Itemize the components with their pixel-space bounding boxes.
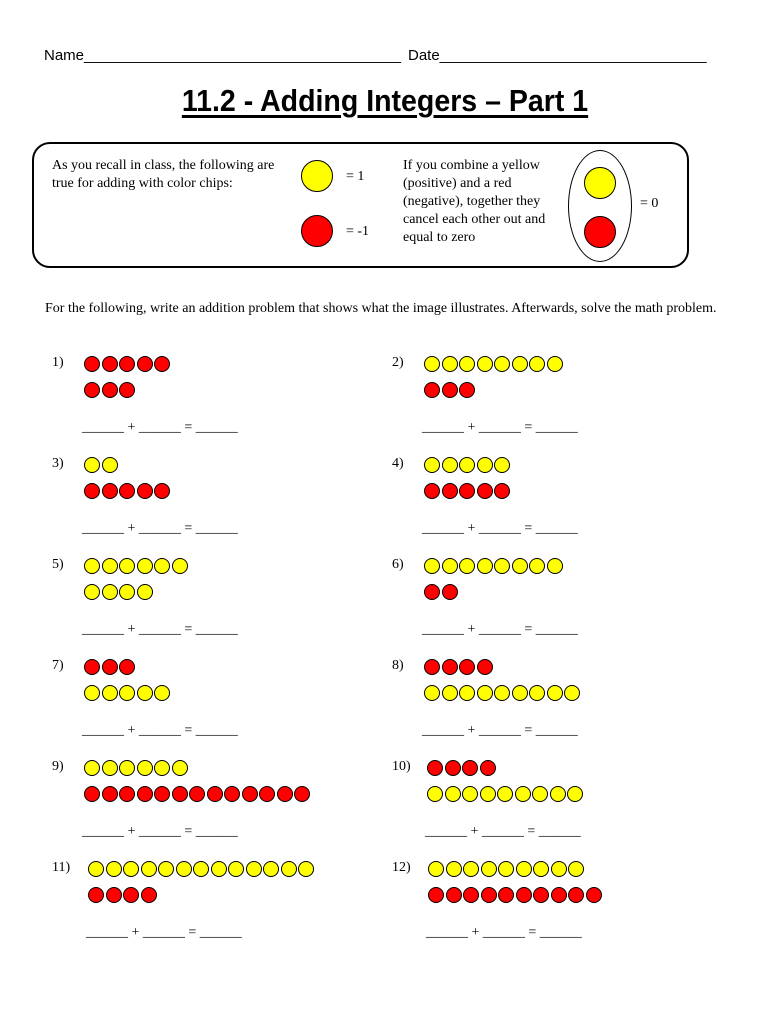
yellow-chip-icon [494, 356, 510, 372]
yellow-chip-icon [228, 861, 244, 877]
red-chip-icon [428, 887, 444, 903]
yellow-chip-icon [102, 685, 118, 701]
red-chip-icon [189, 786, 205, 802]
yellow-chip-icon [154, 558, 170, 574]
yellow-chip-icon [529, 685, 545, 701]
red-chip-icon [481, 887, 497, 903]
chip-row-2 [424, 483, 512, 499]
answer-blanks[interactable]: ______ + ______ = ______ [82, 723, 238, 738]
yellow-chip-icon [459, 558, 475, 574]
yellow-chip-icon [547, 356, 563, 372]
chip-row-2 [84, 483, 172, 499]
red-chip-icon [242, 786, 258, 802]
red-chip-icon [119, 659, 135, 675]
yellow-chip-icon [424, 685, 440, 701]
yellow-chip-icon [84, 584, 100, 600]
red-chip-icon [84, 786, 100, 802]
chip-row-2 [428, 887, 603, 903]
yellow-chip-icon [158, 861, 174, 877]
yellow-chip-icon [477, 457, 493, 473]
yellow-chip-icon [533, 861, 549, 877]
yellow-chip-icon [512, 356, 528, 372]
yellow-chip-icon [123, 861, 139, 877]
red-chip-icon [533, 887, 549, 903]
chip-row-1 [424, 457, 512, 473]
answer-blanks[interactable]: ______ + ______ = ______ [422, 420, 578, 435]
red-chip-icon [551, 887, 567, 903]
yellow-chip-icon [480, 786, 496, 802]
yellow-value-label: = 1 [346, 169, 365, 184]
yellow-chip-icon [494, 457, 510, 473]
chip-row-2 [84, 584, 154, 600]
yellow-chip-icon [481, 861, 497, 877]
chip-row-1 [84, 356, 172, 372]
red-value-label: = -1 [346, 224, 370, 239]
zero-value-label: = 0 [640, 196, 659, 211]
red-chip-icon [259, 786, 275, 802]
yellow-chip-icon [102, 558, 118, 574]
yellow-chip-icon [176, 861, 192, 877]
yellow-chip-icon [263, 861, 279, 877]
problem-number: 1) [52, 355, 64, 370]
red-chip-icon [119, 483, 135, 499]
red-chip-icon [494, 483, 510, 499]
yellow-chip-icon [137, 558, 153, 574]
red-chip-icon [477, 659, 493, 675]
chip-row-1 [84, 760, 189, 776]
red-chip-icon [516, 887, 532, 903]
red-chip-icon [119, 786, 135, 802]
yellow-chip-icon [446, 861, 462, 877]
problem-8 [392, 658, 732, 758]
red-chip-icon [277, 786, 293, 802]
red-chip-icon [154, 356, 170, 372]
yellow-chip-icon [102, 457, 118, 473]
red-chip-icon [442, 584, 458, 600]
yellow-chip-icon [442, 685, 458, 701]
answer-blanks[interactable]: ______ + ______ = ______ [422, 622, 578, 637]
red-chip-icon [102, 483, 118, 499]
date-field[interactable]: Date________________________________ [408, 47, 707, 64]
red-chip-icon [224, 786, 240, 802]
yellow-chip-icon [102, 584, 118, 600]
chip-row-2 [88, 887, 158, 903]
yellow-chip-icon [463, 861, 479, 877]
red-chip-icon [427, 760, 443, 776]
red-chip-icon [137, 356, 153, 372]
answer-blanks[interactable]: ______ + ______ = ______ [425, 824, 581, 839]
answer-blanks[interactable]: ______ + ______ = ______ [422, 723, 578, 738]
chip-row-1 [84, 659, 137, 675]
red-chip-icon [442, 382, 458, 398]
red-chip-icon [102, 786, 118, 802]
red-chip-icon [106, 887, 122, 903]
yellow-chip-icon [119, 558, 135, 574]
red-chip-icon [84, 382, 100, 398]
yellow-chip-icon [84, 457, 100, 473]
chip-row-2 [424, 382, 477, 398]
red-chip-icon [84, 483, 100, 499]
yellow-chip-icon [424, 457, 440, 473]
yellow-chip-icon [516, 861, 532, 877]
red-chip-icon [442, 483, 458, 499]
yellow-chip-icon [193, 861, 209, 877]
red-chip-icon [84, 356, 100, 372]
page-title: 11.2 - Adding Integers – Part 1 [181, 83, 589, 118]
problem-5 [52, 557, 392, 657]
yellow-chip-icon [424, 558, 440, 574]
red-chip-icon [102, 659, 118, 675]
recall-intro-text: As you recall in class, the following are true for adding with color chips: [52, 158, 275, 191]
problem-number: 10) [392, 759, 411, 774]
red-chip-icon [424, 659, 440, 675]
red-chip-icon [446, 887, 462, 903]
red-chip-icon [445, 760, 461, 776]
yellow-chip-icon [172, 558, 188, 574]
yellow-chip-icon [424, 356, 440, 372]
red-chip-icon [88, 887, 104, 903]
problem-number: 8) [392, 658, 404, 673]
chip-row-1 [84, 558, 189, 574]
red-chip-icon [459, 659, 475, 675]
yellow-chip-icon [106, 861, 122, 877]
red-chip-icon [119, 356, 135, 372]
chip-row-1 [424, 558, 564, 574]
answer-blanks[interactable]: ______ + ______ = ______ [82, 824, 238, 839]
yellow-chip-icon [459, 685, 475, 701]
problem-number: 9) [52, 759, 64, 774]
instructions: For the following, write an addition problem that shows what the image illustrates. Afterwards, solve the math problem. [45, 301, 717, 316]
red-chip-icon [477, 483, 493, 499]
yellow-chip-icon [137, 760, 153, 776]
yellow-chip-icon [102, 760, 118, 776]
yellow-chip-icon [246, 861, 262, 877]
yellow-chip-icon [532, 786, 548, 802]
yellow-chip-icon [459, 356, 475, 372]
answer-blanks[interactable]: ______ + ______ = ______ [86, 925, 242, 940]
problem-number: 4) [392, 456, 404, 471]
red-chip-icon [207, 786, 223, 802]
yellow-chip-icon [515, 786, 531, 802]
yellow-chip-icon [529, 356, 545, 372]
chip-row-1 [88, 861, 316, 877]
yellow-chip-icon [211, 861, 227, 877]
answer-blanks[interactable]: ______ + ______ = ______ [82, 521, 238, 536]
yellow-chip-icon [445, 786, 461, 802]
yellow-chip-icon [564, 685, 580, 701]
red-chip-icon [480, 760, 496, 776]
yellow-chip-icon [281, 861, 297, 877]
chip-row-1 [424, 659, 494, 675]
red-chip-icon [459, 483, 475, 499]
answer-blanks[interactable]: ______ + ______ = ______ [426, 925, 582, 940]
chip-row-2 [84, 685, 172, 701]
name-field[interactable]: Name______________________________________ [44, 47, 402, 64]
problem-10 [392, 759, 732, 859]
yellow-chip-icon [298, 861, 314, 877]
yellow-chip-icon [119, 584, 135, 600]
problem-12 [392, 860, 732, 960]
chip-row-2 [424, 685, 582, 701]
answer-blanks[interactable]: ______ + ______ = ______ [82, 420, 238, 435]
yellow-chip-icon [459, 457, 475, 473]
answer-blanks[interactable]: ______ + ______ = ______ [422, 521, 578, 536]
yellow-chip-icon [494, 558, 510, 574]
red-chip-icon [568, 887, 584, 903]
chip-row-2 [84, 382, 137, 398]
yellow-chip-icon [477, 356, 493, 372]
yellow-chip-icon [567, 786, 583, 802]
combine-explanation-text: If you combine a yellow (positive) and a red (negative), together they cancel each other out and equal to zero [403, 158, 546, 245]
yellow-chip-icon [428, 861, 444, 877]
yellow-chip-icon [462, 786, 478, 802]
problem-number: 5) [52, 557, 64, 572]
yellow-chip-icon [154, 685, 170, 701]
problem-3 [52, 456, 392, 556]
problem-number: 6) [392, 557, 404, 572]
yellow-chip-icon [498, 861, 514, 877]
red-chip-icon [123, 887, 139, 903]
yellow-chip-icon [301, 160, 333, 192]
yellow-chip-icon [547, 558, 563, 574]
red-chip-icon [294, 786, 310, 802]
yellow-chip-icon [84, 760, 100, 776]
yellow-chip-icon [584, 167, 616, 199]
yellow-chip-icon [550, 786, 566, 802]
problem-number: 12) [392, 860, 411, 875]
chip-row-1 [427, 760, 497, 776]
red-chip-icon [301, 215, 333, 247]
red-chip-icon [172, 786, 188, 802]
yellow-chip-icon [442, 558, 458, 574]
chip-row-1 [428, 861, 586, 877]
red-chip-icon [137, 786, 153, 802]
yellow-chip-icon [551, 861, 567, 877]
red-chip-icon [102, 356, 118, 372]
chip-row-2 [427, 786, 585, 802]
yellow-chip-icon [529, 558, 545, 574]
problem-4 [392, 456, 732, 556]
red-chip-icon [442, 659, 458, 675]
yellow-chip-icon [84, 558, 100, 574]
problem-1 [52, 355, 392, 455]
problem-number: 7) [52, 658, 64, 673]
red-chip-icon [424, 382, 440, 398]
red-chip-icon [459, 382, 475, 398]
red-chip-icon [154, 483, 170, 499]
yellow-chip-icon [137, 685, 153, 701]
yellow-chip-icon [88, 861, 104, 877]
yellow-chip-icon [119, 760, 135, 776]
problem-number: 3) [52, 456, 64, 471]
yellow-chip-icon [477, 558, 493, 574]
yellow-chip-icon [568, 861, 584, 877]
answer-blanks[interactable]: ______ + ______ = ______ [82, 622, 238, 637]
yellow-chip-icon [119, 685, 135, 701]
red-chip-icon [586, 887, 602, 903]
yellow-chip-icon [427, 786, 443, 802]
yellow-chip-icon [512, 685, 528, 701]
problem-11 [52, 860, 392, 960]
yellow-chip-icon [141, 861, 157, 877]
red-chip-icon [424, 584, 440, 600]
yellow-chip-icon [497, 786, 513, 802]
red-chip-icon [102, 382, 118, 398]
red-chip-icon [584, 216, 616, 248]
red-chip-icon [137, 483, 153, 499]
red-chip-icon [141, 887, 157, 903]
problem-9 [52, 759, 392, 859]
red-chip-icon [154, 786, 170, 802]
red-chip-icon [119, 382, 135, 398]
problem-7 [52, 658, 392, 758]
yellow-chip-icon [477, 685, 493, 701]
yellow-chip-icon [442, 457, 458, 473]
chip-row-2 [424, 584, 459, 600]
yellow-chip-icon [154, 760, 170, 776]
problem-2 [392, 355, 732, 455]
red-chip-icon [424, 483, 440, 499]
red-chip-icon [462, 760, 478, 776]
red-chip-icon [463, 887, 479, 903]
chip-row-1 [84, 457, 119, 473]
yellow-chip-icon [442, 356, 458, 372]
yellow-chip-icon [84, 685, 100, 701]
problem-number: 11) [52, 860, 71, 875]
problem-number: 2) [392, 355, 404, 370]
red-chip-icon [84, 659, 100, 675]
yellow-chip-icon [172, 760, 188, 776]
chip-row-1 [424, 356, 564, 372]
yellow-chip-icon [512, 558, 528, 574]
chip-row-2 [84, 786, 312, 802]
problem-6 [392, 557, 732, 657]
yellow-chip-icon [547, 685, 563, 701]
red-chip-icon [498, 887, 514, 903]
yellow-chip-icon [494, 685, 510, 701]
yellow-chip-icon [137, 584, 153, 600]
